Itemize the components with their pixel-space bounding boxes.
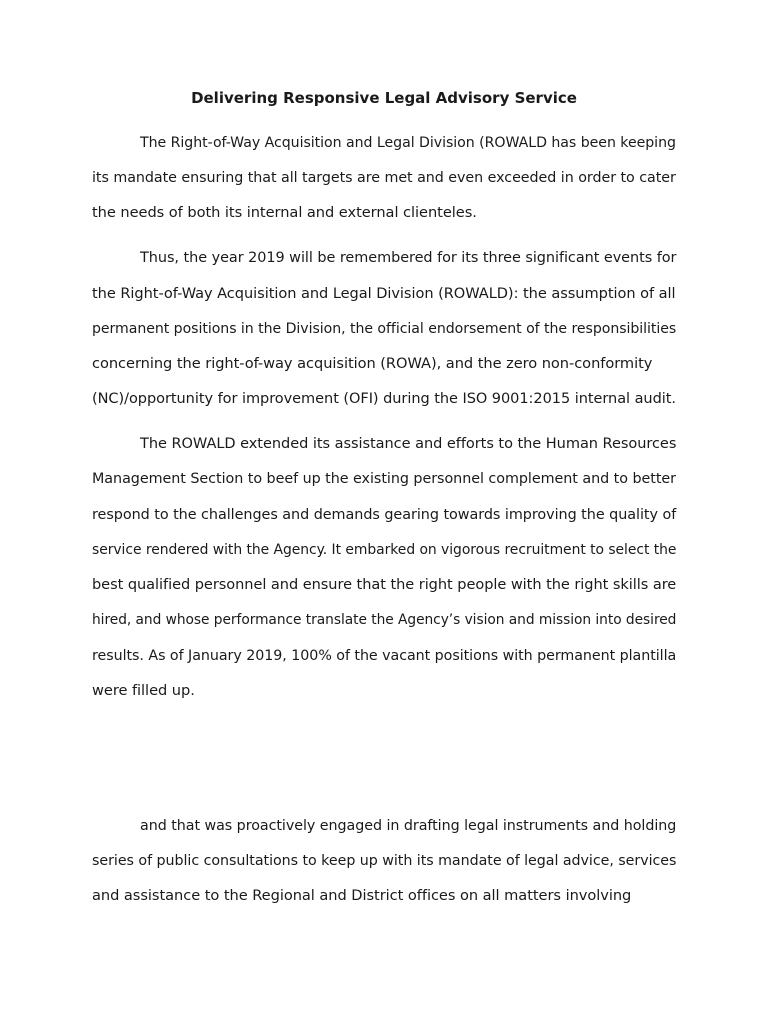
paragraph-2-line-3: permanent positions in the Division, the official endorsement of the responsibilities bbox=[92, 320, 677, 337]
paragraph-3-line-3: respond to the challenges and demands gearing towards improving the quality of bbox=[92, 506, 677, 523]
paragraph-2-line-4: concerning the right-of-way acquisition (ROWA), and the zero non-conformity bbox=[92, 355, 653, 372]
paragraph-3-line-7: results. As of January 2019, 100% of the vacant positions with permanent plantilla bbox=[92, 647, 677, 664]
paragraph-4-line-2: series of public consultations to keep up with its mandate of legal advice, services bbox=[92, 852, 677, 869]
paragraph-2-line-5: (NC)/opportunity for improvement (OFI) during the ISO 9001:2015 internal audit. bbox=[92, 390, 676, 407]
paragraph-4-line-1: and that was proactively engaged in drafting legal instruments and holding bbox=[140, 817, 677, 834]
paragraph-3-line-6: hired, and whose performance translate the Agency’s vision and mission into desired bbox=[92, 611, 677, 628]
paragraph-2-line-1: Thus, the year 2019 will be remembered for its three significant events for bbox=[140, 249, 677, 266]
paragraph-1-line-2: its mandate ensuring that all targets are met and even exceeded in order to cater bbox=[92, 169, 676, 186]
document-title: Delivering Responsive Legal Advisory Service bbox=[191, 89, 577, 107]
paragraph-3-line-2: Management Section to beef up the existing personnel complement and to better bbox=[92, 470, 677, 487]
paragraph-3-line-8: were filled up. bbox=[92, 682, 195, 699]
paragraph-1-line-1: The Right-of-Way Acquisition and Legal Division (ROWALD has been keeping bbox=[140, 134, 676, 151]
paragraph-3-line-4: service rendered with the Agency. It embarked on vigorous recruitment to select the bbox=[92, 541, 677, 558]
paragraph-4-line-3: and assistance to the Regional and District offices on all matters involving bbox=[92, 887, 632, 904]
paragraph-2-line-2: the Right-of-Way Acquisition and Legal Division (ROWALD): the assumption of all bbox=[92, 285, 676, 302]
paragraph-3-line-5: best qualified personnel and ensure that the right people with the right skills are bbox=[92, 576, 677, 593]
paragraph-3-line-1: The ROWALD extended its assistance and efforts to the Human Resources bbox=[140, 435, 677, 452]
paragraph-1-line-3: the needs of both its internal and external clienteles. bbox=[92, 204, 477, 221]
